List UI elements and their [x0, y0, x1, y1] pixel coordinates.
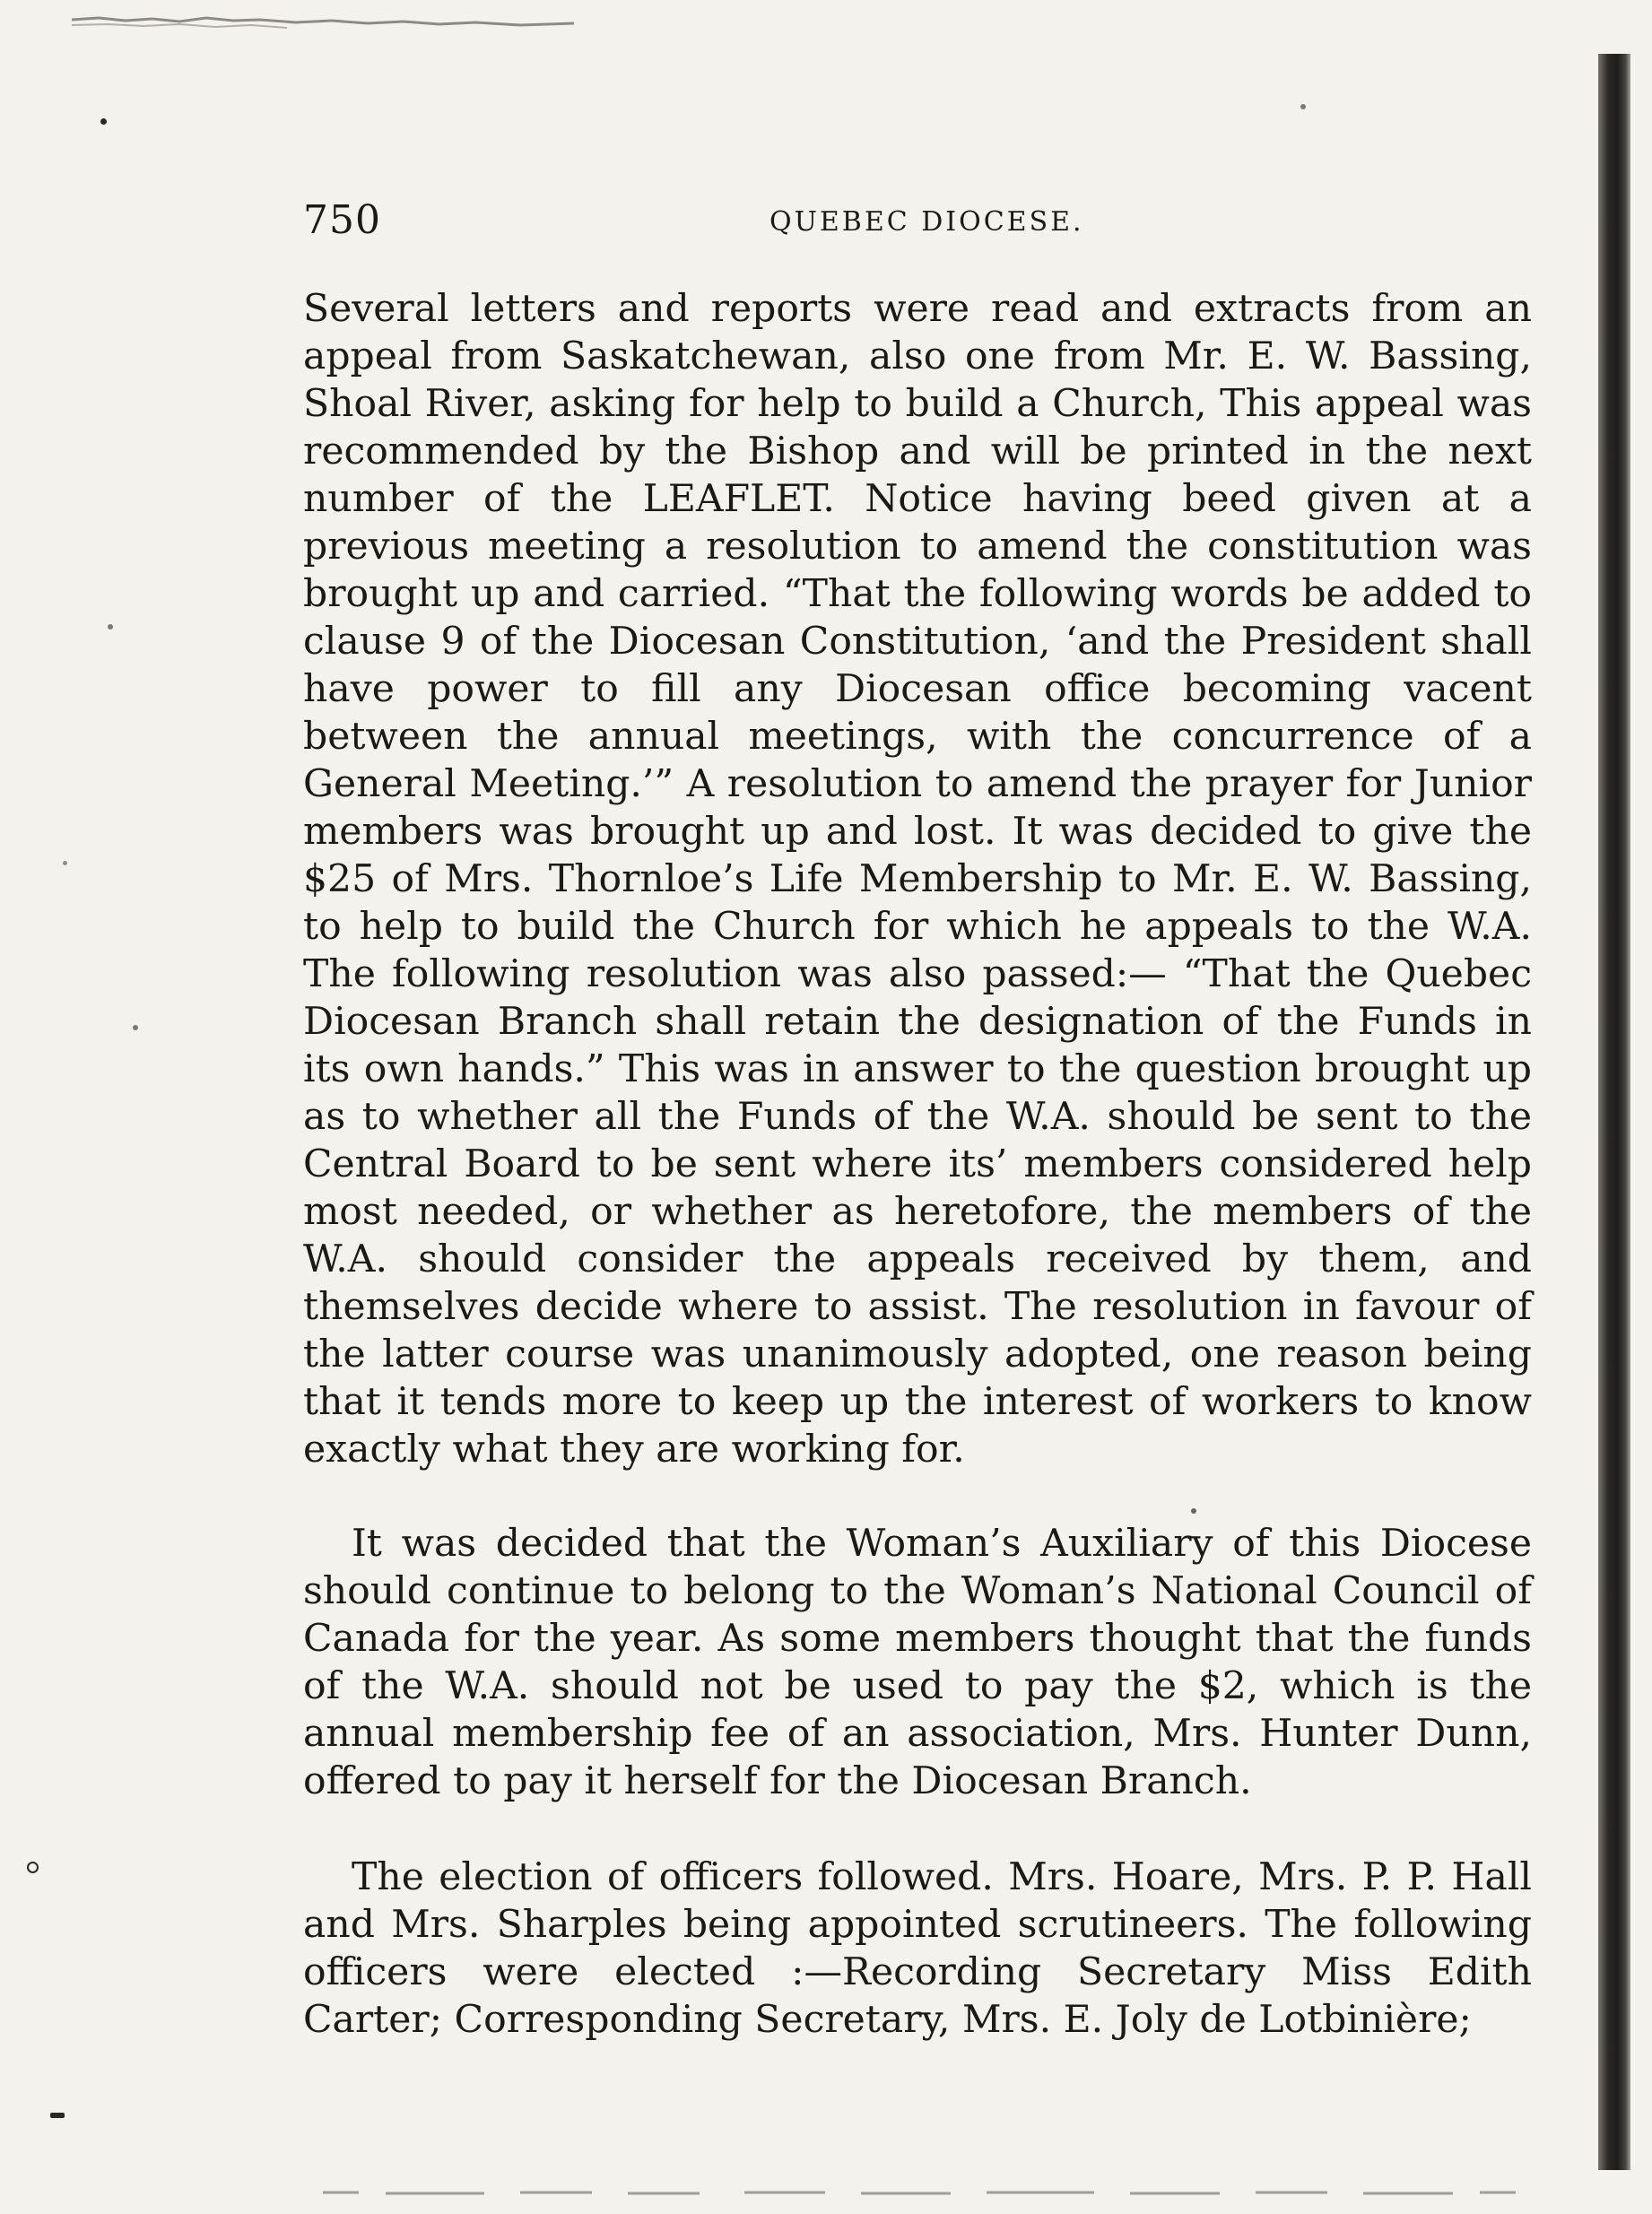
paragraph-1: Several letters and reports were read and extracts from an appeal from Saskatchewan, also one from Mr. E. W. Bassing, Shoal River, asking for help to build a Church, This appeal was recommended by the Bishop and will be printed in the next number of the LEAFLET. Notice having beed given at a previous meeting a resolution to amend the constitution was brought up and carried. “That the following words be added to clause 9 of the Diocesan Constitution, ‘and the President shall have power to fill any Diocesan office becoming vacent between the annual meetings, with the concurrence of a General Meeting.’” A resolution to amend the prayer for Junior members was brought up and lost. It was decided to give the $25 of Mrs. Thornloe’s Life Membership to Mr. E. W. Bassing, to help to build the Church for which he appeals to the W.A. The following resolution was also passed:— “That the Quebec Diocesan Branch shall retain the designation of the Funds in its own hands.” This was in answer to the question brought up as to whether all the Funds of the W.A. should be sent to the Central Board to be sent where its’ members considered help most needed, or whether as heretofore, the members of the W.A. should consider the appeals received by them, and themselves decide where to assist. The resolution in favour of the latter course was unanimously adopted, one reason being that it tends more to keep up the interest of workers to know exactly what they are working for.: [303, 287, 1532, 1472]
page-header: [303, 197, 1532, 251]
body-text: [303, 285, 1532, 2044]
running-head: QUEBEC DIOCESE.: [769, 206, 1084, 238]
margin-speck: [100, 118, 107, 125]
margin-speck: [1300, 104, 1306, 109]
margin-speck: [108, 624, 113, 629]
page-number: 750: [303, 197, 381, 243]
paragraph-2: It was decided that the Woman’s Auxiliary of this Diocese should continue to belong to the Woman’s National Council of Canada for the year. As some members thought that the funds of the W.A. should not be used to pay the $2, which is the annual membership fee of an association, Mrs. Hunter Dunn, offered to pay it herself for the Diocesan Branch.: [303, 1522, 1532, 1803]
margin-speck: [27, 1862, 39, 1873]
paragraph-3: The election of officers followed. Mrs. Hoare, Mrs. P. P. Hall and Mrs. Sharples being appointed scrutineers. The following officers were elected :—Recording Secretary Miss Edith Carter; Corresponding Secretary, Mrs. E. Joly de Lotbinière;: [303, 1855, 1532, 2042]
margin-speck: [133, 1025, 138, 1030]
bottom-scan-noise: [323, 2188, 1516, 2197]
margin-speck: [50, 2113, 65, 2118]
margin-speck: [63, 861, 67, 865]
binding-edge-shadow: [1598, 54, 1630, 2170]
top-scan-noise: [72, 13, 574, 32]
